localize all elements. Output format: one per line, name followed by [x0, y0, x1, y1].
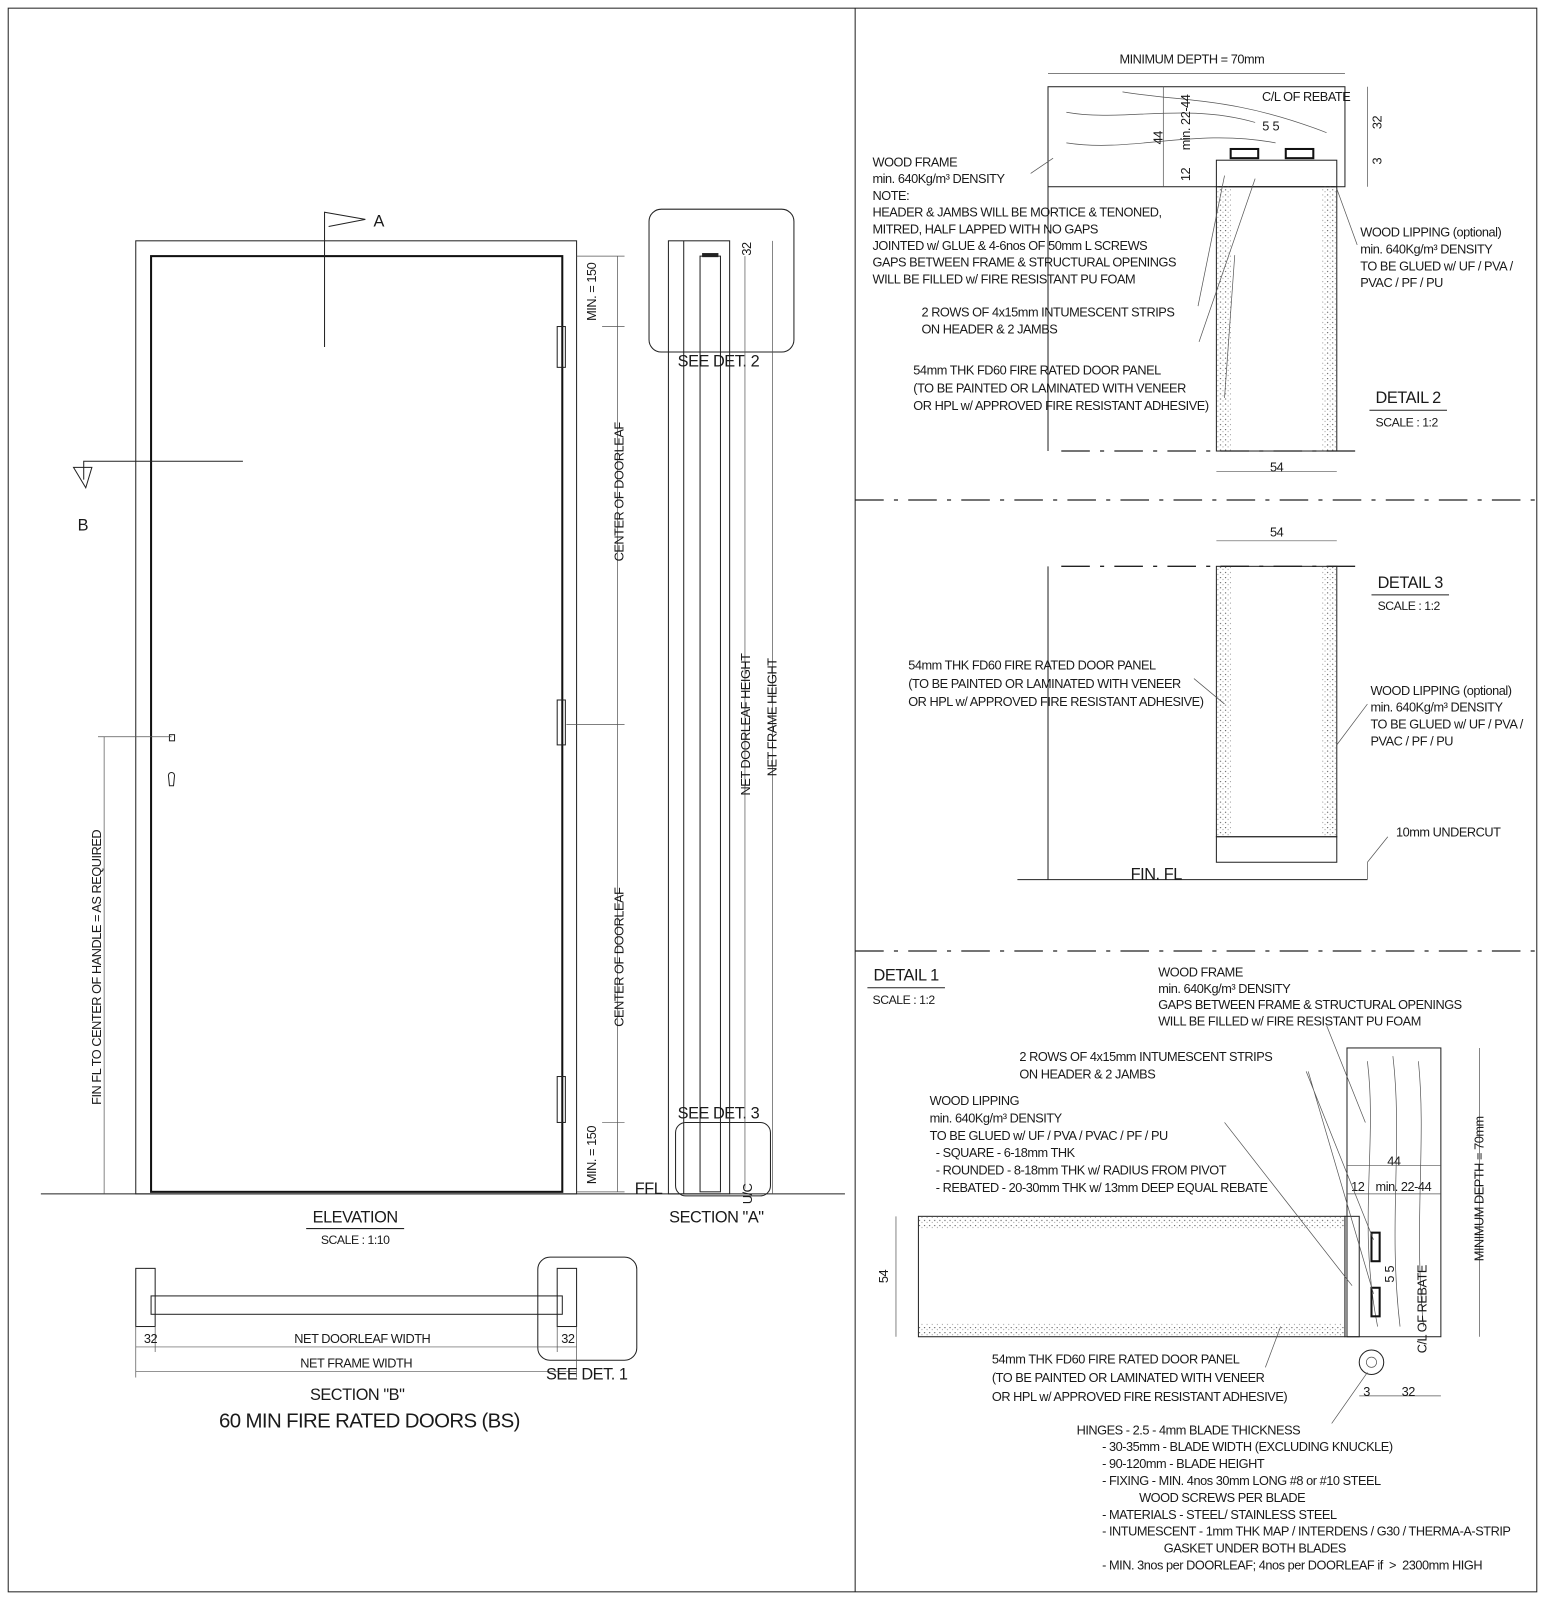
intumescent-strip [702, 253, 718, 257]
section-b-view [136, 1257, 637, 1432]
wood-lipping-note-line: - REBATED - 20-30mm THK w/ 13mm DEEP EQUAL REBATE [929, 1179, 1268, 1195]
wood-lipping-note-line: - SQUARE - 6-18mm THK [929, 1145, 1075, 1161]
wood-lipping-note-line: min. 640Kg/m³ DENSITY [1370, 699, 1503, 715]
handle-dimension-line [98, 737, 171, 1194]
elevation-scale: SCALE : 1:10 [320, 1232, 390, 1247]
section-marker-a [325, 212, 366, 347]
net-frame-width: NET FRAME WIDTH [300, 1355, 413, 1371]
detail-2 [873, 51, 1514, 474]
sheet-title: 60 MIN FIRE RATED DOORS (BS) [219, 1410, 520, 1433]
hinges-notes [1102, 1439, 1510, 1573]
wood-lipping-note-line: WOOD LIPPING [929, 1093, 1020, 1109]
undercut-label: 10mm UNDERCUT [1395, 824, 1501, 840]
dim-min-22-44: min. 22-44 [1177, 94, 1193, 151]
dim-44: 44 [1387, 1153, 1401, 1169]
hinges-heading: HINGES - 2.5 - 4mm BLADE THICKNESS [1076, 1422, 1301, 1438]
door-panel-note-line: OR HPL w/ APPROVED FIRE RESISTANT ADHESIVE) [908, 694, 1204, 710]
marker-a-label: A [373, 212, 384, 231]
panel-facing [1216, 566, 1230, 836]
section-a-leaf [700, 256, 720, 1192]
panel-facing [918, 1216, 1345, 1229]
center-doorleaf-bottom: CENTER OF DOORLEAF [611, 887, 627, 1027]
panel-facing [918, 1323, 1345, 1336]
dim-12: 12 [1351, 1178, 1365, 1194]
section-a-view [635, 209, 794, 1226]
dim-5a: 5 [1381, 1265, 1397, 1273]
dim-32: 32 [1401, 1383, 1415, 1399]
detail-2-title: DETAIL 2 [1375, 389, 1441, 408]
marker-b-label: B [77, 516, 89, 535]
door-panel-note-line: 54mm THK FD60 FIRE RATED DOOR PANEL [991, 1351, 1240, 1367]
detail-1-callout [538, 1257, 637, 1360]
hinges-notes-line: - MATERIALS - STEEL/ STAINLESS STEEL [1102, 1506, 1337, 1522]
min-depth-label: MINIMUM DEPTH = 70mm [1119, 51, 1265, 67]
wood-lipping-note [1370, 683, 1523, 749]
cl-rebate-label: C/L OF REBATE [1262, 89, 1351, 105]
hinges-notes-line: - FIXING - MIN. 4nos 30mm LONG #8 or #10 STEEL [1102, 1472, 1381, 1488]
door-leaf [151, 256, 562, 1192]
detail-1-scale: SCALE : 1:2 [872, 993, 935, 1008]
wood-lipping-note [930, 1093, 1268, 1195]
wood-frame-note [1158, 965, 1462, 1029]
lipping-head [1216, 160, 1336, 187]
hinge-pin-icon [1366, 1357, 1376, 1367]
wood-lipping-note-line: TO BE GLUED w/ UF / PVA / PVAC / PF / PU [929, 1127, 1168, 1143]
detail-3-title: DETAIL 3 [1377, 573, 1443, 592]
door-panel-note [908, 657, 1204, 709]
section-b-title: SECTION "B" [309, 1386, 405, 1404]
dim-5b: 5 [1381, 1276, 1397, 1283]
panel-facing [1323, 566, 1337, 836]
wood-frame-note-line: NOTE: [872, 187, 910, 203]
section-b-leaf [151, 1296, 562, 1314]
intumescent-strip [1286, 149, 1314, 158]
wood-lipping-note-line: - ROUNDED - 8-18mm THK w/ RADIUS FROM PIVOT [929, 1162, 1227, 1178]
wood-frame-note-line: JOINTED w/ GLUE & 4-6nos OF 50mm L SCREWS [872, 238, 1148, 253]
hinges-notes-line: - 30-35mm - BLADE WIDTH (EXCLUDING KNUCKLE) [1102, 1439, 1393, 1455]
frame-jamb-left [136, 1268, 155, 1326]
door-panel-note [913, 362, 1209, 413]
door-panel-note-line: (TO BE PAINTED OR LAMINATED WITH VENEER [908, 675, 1181, 691]
dim-54: 54 [875, 1269, 891, 1284]
wood-frame-note [873, 154, 1176, 286]
section-marker-b [74, 461, 243, 488]
hinges-notes-line: GASKET UNDER BOTH BLADES [1102, 1540, 1346, 1556]
see-det-3-label: SEE DET. 3 [677, 1104, 760, 1123]
elevation-title: ELEVATION [312, 1208, 398, 1227]
wood-lipping-note-line: WOOD LIPPING (optional) [1360, 224, 1502, 240]
wood-frame-note-line: GAPS BETWEEN FRAME & STRUCTURAL OPENINGS [872, 254, 1176, 270]
wood-lipping-note-line: PVAC / PF / PU [1370, 733, 1454, 749]
min-150-top: MIN. = 150 [583, 262, 599, 321]
hinge-knuckle-icon [1359, 1350, 1383, 1374]
dim-32: 32 [1369, 115, 1385, 130]
see-det-1-label: SEE DET. 1 [546, 1365, 628, 1384]
frame-jamb-right [557, 1268, 576, 1326]
intumescent-strips-note-line: 2 ROWS OF 4x15mm INTUMESCENT STRIPS [921, 304, 1175, 320]
wood-lipping-note-line: TO BE GLUED w/ UF / PVA / [1370, 716, 1523, 732]
leaf-dimension-line [566, 256, 624, 1192]
wood-frame-note-line: WOOD FRAME [872, 154, 958, 170]
door-panel-note-line: (TO BE PAINTED OR LAMINATED WITH VENEER [913, 380, 1186, 396]
hinges-notes-line: WOOD SCREWS PER BLADE [1102, 1489, 1306, 1505]
wood-frame-note-line: WILL BE FILLED w/ FIRE RESISTANT PU FOAM [872, 271, 1136, 287]
wood-frame-note-line: WILL BE FILLED w/ FIRE RESISTANT PU FOAM [1158, 1013, 1421, 1029]
handle-icon [169, 735, 174, 741]
intumescent-strips-note-line: ON HEADER & 2 JAMBS [1019, 1066, 1156, 1082]
dimension-lines [1216, 541, 1387, 880]
wood-frame-note-line: WOOD FRAME [1158, 964, 1243, 980]
intumescent-strips-note [1019, 1049, 1272, 1081]
section-a-title: SECTION "A" [669, 1208, 764, 1227]
min-depth-label: MINIMUM DEPTH = 70mm [1471, 1116, 1487, 1262]
dim-3: 3 [1369, 157, 1385, 165]
hinges-notes-line: - MIN. 3nos per DOORLEAF; 4nos per DOORLEAF if > 2300mm HIGH [1102, 1557, 1483, 1573]
dim-3: 3 [1363, 1383, 1370, 1399]
dim-12: 12 [1177, 167, 1193, 182]
dim-32: 32 [739, 242, 755, 256]
intumescent-strip [1231, 149, 1259, 158]
dim-32-left: 32 [143, 1330, 158, 1346]
net-doorleaf-height: NET DOORLEAF HEIGHT [738, 653, 754, 796]
wood-lipping-note-line: TO BE GLUED w/ UF / PVA / [1360, 258, 1513, 274]
wood-frame-note-line: MITRED, HALF LAPPED WITH NO GAPS [872, 221, 1098, 237]
wood-lipping-note-line: PVAC / PF / PU [1360, 275, 1443, 291]
uc-label: U/C [740, 1183, 756, 1205]
detail-1-title: DETAIL 1 [873, 966, 939, 985]
dim-54: 54 [1269, 524, 1284, 540]
keyhole-icon [168, 772, 174, 785]
cl-rebate-label: C/L OF REBATE [1414, 1265, 1430, 1354]
min-150-bottom: MIN. = 150 [583, 1126, 599, 1185]
center-doorleaf-top: CENTER OF DOORLEAF [611, 422, 627, 562]
door-frame [136, 241, 577, 1194]
net-doorleaf-width: NET DOORLEAF WIDTH [294, 1330, 431, 1346]
detail-1 [867, 965, 1510, 1573]
hinges-notes-line: - INTUMESCENT - 1mm THK MAP / INTERDENS / G30 / THERMA-A-STRIP [1102, 1523, 1511, 1539]
ffl-label: FFL [634, 1179, 663, 1198]
detail-3 [908, 525, 1524, 884]
dim-54: 54 [1269, 459, 1284, 475]
wood-lipping-note-line: min. 640Kg/m³ DENSITY [929, 1110, 1062, 1126]
intumescent-strips-note-line: ON HEADER & 2 JAMBS [921, 321, 1058, 337]
wood-lipping-note-line: WOOD LIPPING (optional) [1370, 682, 1512, 698]
wood-frame-note-line: min. 640Kg/m³ DENSITY [872, 171, 1005, 187]
dim-5a: 5 [1262, 118, 1269, 134]
dim-5b: 5 [1272, 118, 1280, 134]
dim-44: 44 [1150, 131, 1166, 145]
detail-2-scale: SCALE : 1:2 [1375, 415, 1438, 430]
wood-frame-note-line: HEADER & JAMBS WILL BE MORTICE & TENONED, [872, 204, 1162, 220]
wood-frame-note-line: min. 640Kg/m³ DENSITY [1158, 980, 1291, 996]
door-panel [918, 1216, 1345, 1336]
wood-lipping-note-line: min. 640Kg/m³ DENSITY [1360, 241, 1493, 257]
dim-min-22-44: min. 22-44 [1375, 1178, 1432, 1194]
panel-facing [1323, 187, 1337, 451]
lipping-bottom [1216, 837, 1336, 863]
intumescent-strips-note-line: 2 ROWS OF 4x15mm INTUMESCENT STRIPS [1019, 1049, 1273, 1065]
net-frame-height: NET FRAME HEIGHT [764, 658, 780, 777]
detail-3-callout [676, 1122, 771, 1195]
door-panel [1216, 187, 1336, 451]
detail-3-scale: SCALE : 1:2 [1377, 599, 1440, 614]
handle-dimension-label: FIN FL TO CENTER OF HANDLE = AS REQUIRED [89, 829, 105, 1105]
door-panel-note-line: (TO BE PAINTED OR LAMINATED WITH VENEER [991, 1370, 1265, 1386]
door-panel-note-line: OR HPL w/ APPROVED FIRE RESISTANT ADHESIVE) [991, 1389, 1288, 1405]
door-panel [1216, 566, 1336, 836]
door-panel-note-line: 54mm THK FD60 FIRE RATED DOOR PANEL [908, 657, 1156, 673]
door-panel-note-line: OR HPL w/ APPROVED FIRE RESISTANT ADHESIVE) [913, 398, 1209, 414]
wood-frame-note-line: GAPS BETWEEN FRAME & STRUCTURAL OPENINGS [1158, 997, 1462, 1013]
wood-lipping-note [1360, 225, 1513, 291]
see-det-2-label: SEE DET. 2 [677, 352, 760, 371]
panel-facing [1216, 187, 1230, 451]
door-panel-note [992, 1351, 1288, 1404]
dim-32-right: 32 [561, 1330, 575, 1346]
hinges-notes-line: - 90-120mm - BLADE HEIGHT [1102, 1455, 1265, 1471]
door-panel-note-line: 54mm THK FD60 FIRE RATED DOOR PANEL [913, 362, 1161, 378]
fin-fl-label: FIN. FL [1130, 865, 1182, 884]
